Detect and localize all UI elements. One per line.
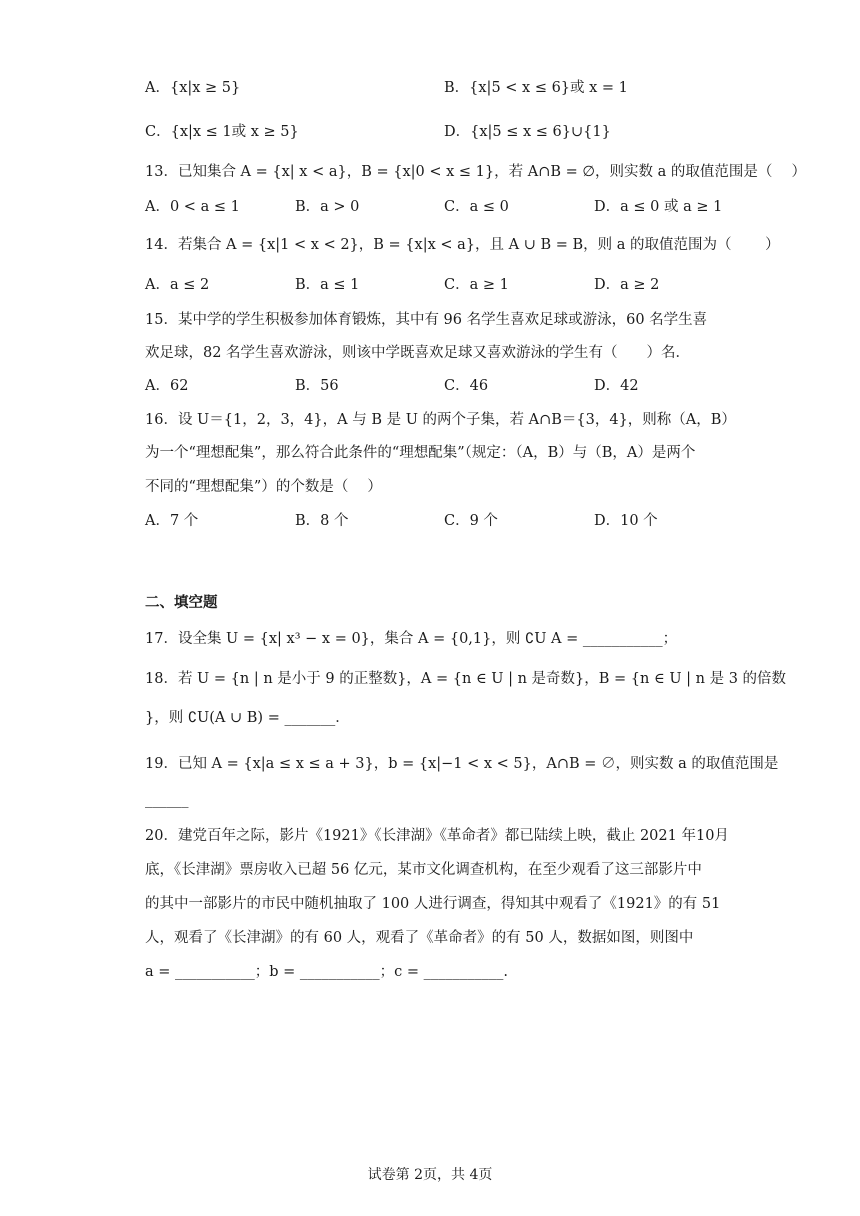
q19-line-1: 19．已知 A = {x|a ≤ x ≤ a + 3}，b = {x|−1 < x < 5}，A∩B = ∅，则实数 a 的取值范围是: [145, 756, 779, 772]
q15-line-1: 15．某中学的学生积极参加体育锻炼，其中有 96 名学生喜欢足球或游泳，60 名学生喜: [145, 312, 708, 328]
q13-option-d: D．a ≤ 0 或 a ≥ 1: [594, 199, 723, 215]
q16-option-d: D．10 个: [594, 513, 658, 529]
q16-line-1: 16．设 U＝{1，2，3，4}，A 与 B 是 U 的两个子集，若 A∩B＝{3，4}，则称（A，B）: [145, 412, 736, 428]
section-title-fill-in: 二、填空题: [145, 595, 218, 611]
q15-option-b: B．56: [295, 378, 339, 394]
q14-stem: 14．若集合 A = {x|1 < x < 2}，B = {x|x < a}，且 A ∪ B = B，则 a 的取值范围为（ ）: [145, 237, 780, 253]
q12-option-b: B．{x|5 < x ≤ 6}或 x = 1: [444, 80, 628, 96]
q16-line-3: 不同的“理想配集”）的个数是（ ）: [145, 479, 382, 495]
q13-stem: 13．已知集合 A = {x| x < a}，B = {x|0 < x ≤ 1}，若 A∩B = ∅，则实数 a 的取值范围是（ ）: [145, 164, 806, 180]
q13-option-b: B．a > 0: [295, 199, 360, 215]
q17-stem: 17．设全集 U = {x| x³ − x = 0}，集合 A = {0,1}，则 ∁U A = ___________；: [145, 631, 678, 647]
q14-option-d: D．a ≥ 2: [594, 277, 660, 293]
q18-line-2: }，则 ∁U(A ∪ B) = _______．: [145, 710, 350, 726]
q15-line-2: 欢足球，82 名学生喜欢游泳，则该中学既喜欢足球又喜欢游泳的学生有（ ）名．: [145, 345, 691, 361]
q14-option-a: A．a ≤ 2: [145, 277, 210, 293]
q16-line-2: 为一个“理想配集”，那么符合此条件的“理想配集”（规定：（A，B）与（B，A）是两个: [145, 445, 696, 461]
q14-option-b: B．a ≤ 1: [295, 277, 360, 293]
q16-option-a: A．7 个: [145, 513, 199, 529]
q15-option-d: D．42: [594, 378, 639, 394]
q16-option-c: C．9 个: [444, 513, 498, 529]
q20-line-3: 的其中一部影片的市民中随机抽取了 100 人进行调查，得知其中观看了《1921》的有 51: [145, 896, 721, 912]
page-footer: 试卷第 2页，共 4页: [367, 1167, 493, 1183]
q15-option-a: A．62: [145, 378, 189, 394]
q13-option-a: A．0 < a ≤ 1: [145, 199, 240, 215]
q13-option-c: C．a ≤ 0: [444, 199, 509, 215]
q12-option-a: A．{x|x ≥ 5}: [145, 80, 241, 96]
q16-option-b: B．8 个: [295, 513, 349, 529]
q18-line-1: 18．若 U = {n | n 是小于 9 的正整数}，A = {n ∈ U | n 是奇数}，B = {n ∈ U | n 是 3 的倍数: [145, 671, 787, 687]
q19-line-2: ______: [145, 792, 189, 808]
q14-option-c: C．a ≥ 1: [444, 277, 509, 293]
q12-option-d: D．{x|5 ≤ x ≤ 6}∪{1}: [444, 124, 611, 140]
q20-line-4: 人，观看了《长津湖》的有 60 人，观看了《革命者》的有 50 人，数据如图，则图中: [145, 930, 694, 946]
q20-line-5: a = ___________；b = ___________；c = ___________.: [145, 964, 509, 980]
q15-option-c: C．46: [444, 378, 489, 394]
q20-line-1: 20．建党百年之际，影片《1921》《长津湖》《革命者》都已陆续上映，截止 2021 年10月: [145, 828, 729, 844]
q12-option-c: C．{x|x ≤ 1或 x ≥ 5}: [145, 124, 299, 140]
q20-line-2: 底，《长津湖》票房收入已超 56 亿元，某市文化调查机构，在至少观看了这三部影片中: [145, 862, 702, 878]
